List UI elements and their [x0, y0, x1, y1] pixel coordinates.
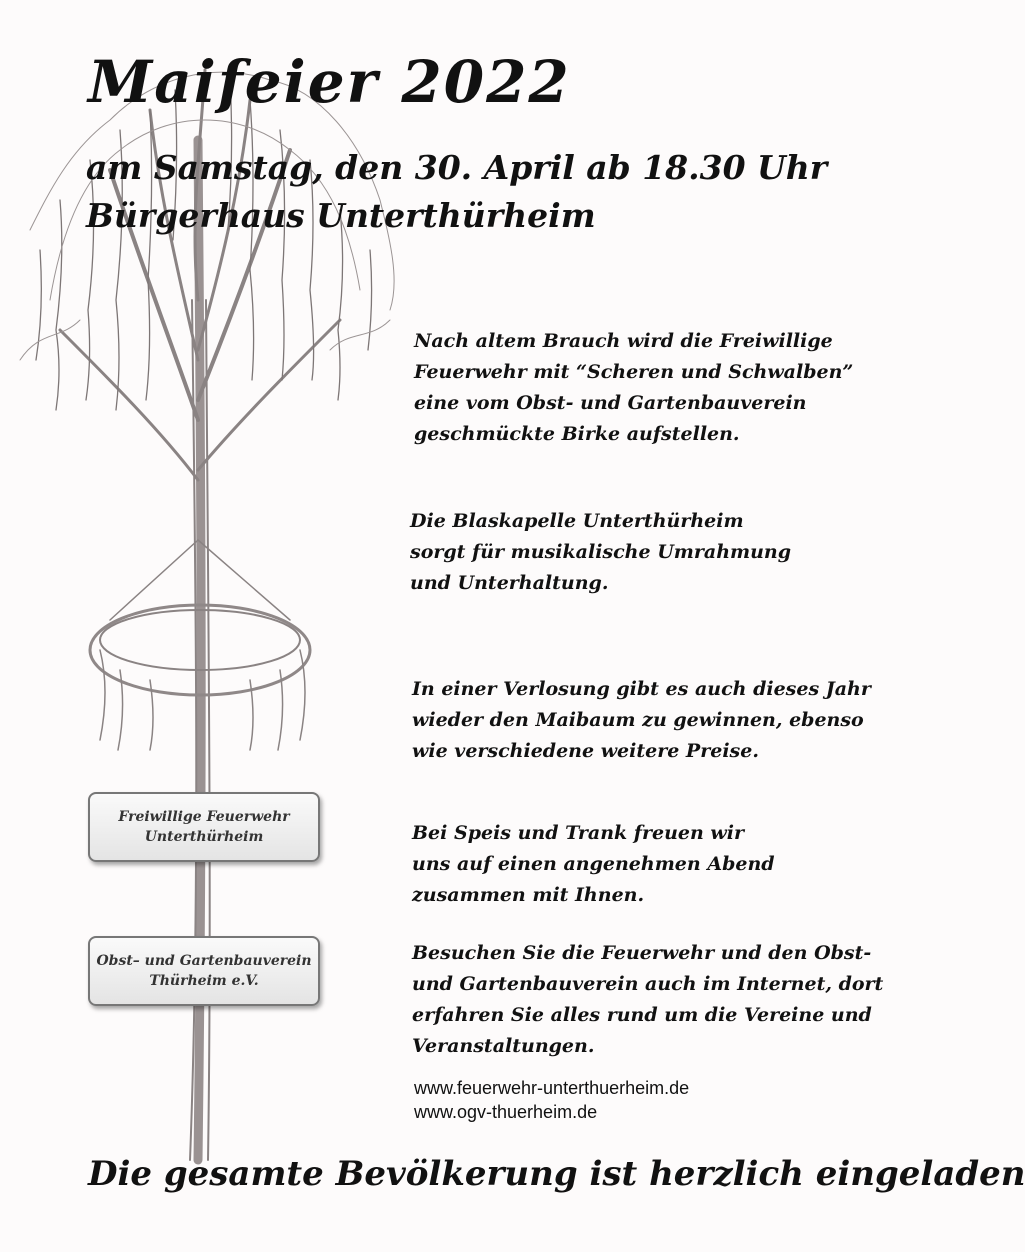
- paragraph-raffle: In einer Verlosung gibt es auch dieses Jahr wieder den Maibaum zu gewinnen, ebenso wie verschiedene weitere Preise.: [412, 678, 871, 762]
- sign-ogv-line2: Thürheim e.V.: [149, 973, 259, 989]
- sign-ogv-line1: Obst– und Gartenbauverein: [96, 953, 312, 969]
- sign-feuerwehr-line2: Unterthürheim: [144, 829, 264, 845]
- maypole-tree-illustration: [0, 0, 420, 1252]
- link-ogv[interactable]: www.ogv-thuerheim.de: [414, 1102, 598, 1122]
- website-links: [414, 1076, 689, 1124]
- paragraph-tradition: Nach altem Brauch wird die Freiwillige Feuerwehr mit “Scheren und Schwalben” eine vom Obst- und Gartenbauverein geschmückte Birke aufstellen.: [414, 330, 854, 445]
- event-date: am Samstag, den 30. April ab 18.30 Uhr: [86, 148, 828, 187]
- page-title: Maifeier 2022: [88, 48, 571, 116]
- paragraph-music: Die Blaskapelle Unterthürheim sorgt für musikalische Umrahmung und Unterhaltung.: [410, 510, 792, 594]
- event-venue: Bürgerhaus Unterthürheim: [86, 196, 596, 235]
- sign-feuerwehr-line1: Freiwillige Feuerwehr: [118, 809, 290, 825]
- sign-ogv: [88, 936, 320, 1006]
- paragraph-food: Bei Speis und Trank freuen wir uns auf einen angenehmen Abend zusammen mit Ihnen.: [412, 822, 775, 906]
- invitation-footer: Die gesamte Bevölkerung ist herzlich eingeladen: [88, 1154, 1025, 1194]
- link-feuerwehr[interactable]: www.feuerwehr-unterthuerheim.de: [414, 1078, 690, 1098]
- sign-feuerwehr: [88, 792, 320, 862]
- paragraph-internet: Besuchen Sie die Feuerwehr und den Obst- und Gartenbauverein auch im Internet, dort erfahren Sie alles rund um die Vereine und Veranstaltungen.: [412, 942, 884, 1057]
